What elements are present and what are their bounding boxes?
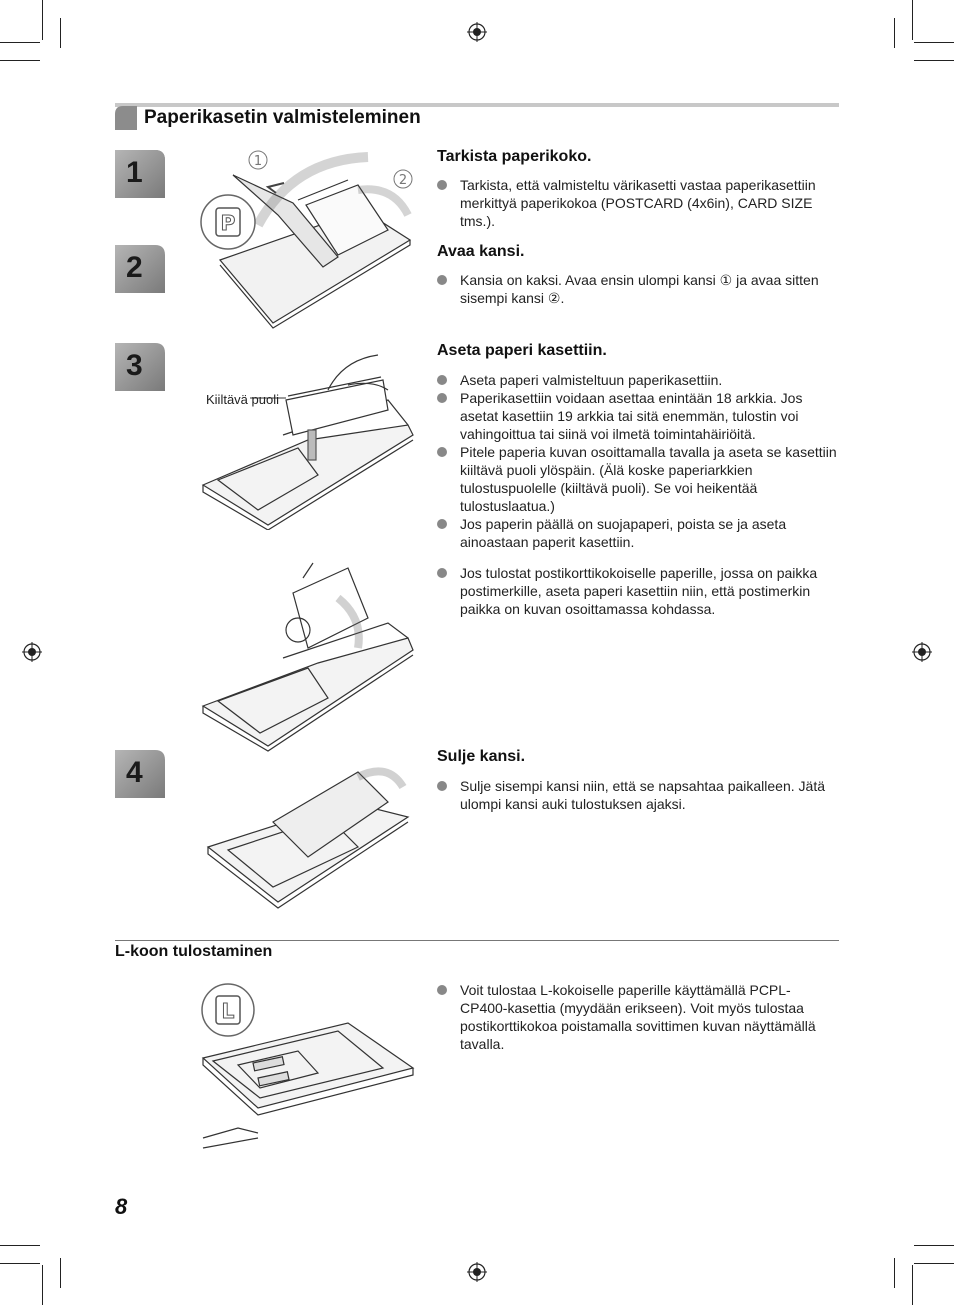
step-4-heading: Sulje kansi. (437, 748, 526, 765)
badge-l-letter: L (221, 999, 235, 1023)
crop-mark (914, 1245, 954, 1246)
bullet-text: Sulje sisempi kansi niin, että se napsahtaa paikalleen. Jätä ulompi kansi auki tulostuksen ajaksi. (460, 778, 825, 812)
crop-mark (42, 1265, 43, 1305)
crop-mark (60, 1258, 61, 1288)
crop-mark (0, 60, 40, 61)
step-4-bullet (437, 777, 837, 813)
circle-label-1: 1 (253, 154, 263, 169)
step-number: 1 (126, 156, 143, 189)
bullet-dot (437, 375, 447, 385)
step-number: 3 (126, 349, 143, 382)
lid-number-2 (394, 170, 412, 188)
step-3-bullet (437, 371, 837, 389)
registration-mark-icon (467, 1262, 487, 1282)
header-marker-icon (115, 106, 137, 130)
crop-mark (912, 1265, 913, 1305)
crop-mark (914, 1263, 954, 1264)
cassette-open-lids-illustration (198, 145, 423, 330)
step-badge-2 (115, 245, 165, 293)
close-lid-illustration (198, 762, 423, 912)
postcard-orientation-illustration (198, 558, 423, 753)
bullet-text: Jos tulostat postikorttikokoiselle paperille, jossa on paikka postimerkille, aseta paperi kasettiin niin, että postimerkin paikka on kuvan osoittamassa kohdassa. (460, 565, 818, 617)
step-2-heading: Avaa kansi. (437, 243, 525, 260)
registration-mark-icon (467, 22, 487, 42)
crop-mark (0, 1263, 40, 1264)
bullet-text: Paperikasettiin voidaan asettaa enintään 18 arkkia. Jos asetat kasettiin 19 arkkia tai sitä enemmän, tulostin voi vahingoittua tai siinä voi ilmetä toimintahäiriöitä. (460, 390, 803, 442)
page-title: Paperikasetin valmisteleminen (144, 107, 421, 128)
registration-mark-icon (912, 642, 932, 662)
step-3-bullet (437, 443, 837, 515)
page-number: 8 (115, 1194, 128, 1219)
bullet-text: Pitele paperia kuvan osoittamalla tavalla ja aseta se kasettiin kiiltävä puoli ylöspäin. (Älä koske paperiarkkien tulostuspuolelle (kiiltävä puoli). Se voi heikentää tulostuslaatua.) (460, 444, 837, 514)
step-badge-1 (115, 150, 165, 198)
bullet-dot (437, 985, 447, 995)
bullet-dot (437, 568, 447, 578)
bullet-dot (437, 393, 447, 403)
bullet-dot (437, 447, 447, 457)
insert-paper-illustration (198, 340, 423, 530)
bullet-text: Tarkista, että valmisteltu värikasetti vastaa paperikasettiin merkittyä paperikokoa (POSTCARD (4x6in), CARD SIZE tms.). (460, 177, 816, 229)
paper-size-l-badge (202, 984, 254, 1036)
subsection-rule (115, 940, 839, 941)
bullet-text: Voit tulostaa L-kokoiselle paperille käyttämällä PCPL-CP400-kasettia (myydään erikseen). Voit myös tulostaa postikorttikokoa poistamalla sovittimen kuvan näyttämällä tavalla. (460, 982, 816, 1052)
crop-mark (914, 60, 954, 61)
step-number: 2 (126, 251, 143, 284)
step-3-heading: Aseta paperi kasettiin. (437, 342, 607, 359)
bullet-text: Jos paperin päällä on suojapaperi, poista se ja aseta ainoastaan paperit kasettiin. (460, 516, 787, 550)
bullet-dot (437, 180, 447, 190)
bullet-text: Kansia on kaksi. Avaa ensin ulompi kansi ① ja avaa sitten sisempi kansi ②. (460, 272, 819, 306)
crop-mark (60, 18, 61, 48)
bullet-dot (437, 519, 447, 529)
crop-mark (894, 1258, 895, 1288)
registration-mark-icon (22, 642, 42, 662)
step-1-heading: Tarkista paperikoko. (437, 148, 592, 165)
crop-mark (912, 0, 913, 40)
crop-mark (914, 42, 954, 43)
crop-mark (894, 18, 895, 48)
lid-number-1 (249, 151, 267, 169)
badge-p-letter: P (220, 211, 236, 235)
bullet-dot (437, 781, 447, 791)
subsection-bullet (437, 981, 837, 1053)
step-badge-4 (115, 750, 165, 798)
crop-mark (42, 0, 43, 40)
bullet-dot (437, 275, 447, 285)
crop-mark (0, 1245, 40, 1246)
step-badge-3 (115, 343, 165, 391)
step-number: 4 (126, 756, 143, 789)
circle-label-2: 2 (398, 173, 408, 188)
step-3-bullet (437, 389, 837, 443)
crop-mark (0, 42, 40, 43)
step-2-bullet (437, 271, 837, 307)
step-3-extra-bullet (437, 564, 837, 618)
subsection-title: L-koon tulostaminen (115, 943, 273, 960)
l-size-cassette-illustration (198, 983, 423, 1158)
glossy-side-callout: Kiiltävä puoli (206, 392, 279, 407)
step-3-bullet (437, 515, 837, 551)
paper-size-p-badge (201, 195, 255, 249)
bullet-text: Aseta paperi valmisteltuun paperikasettiin. (460, 372, 723, 388)
step-1-bullet (437, 176, 837, 230)
